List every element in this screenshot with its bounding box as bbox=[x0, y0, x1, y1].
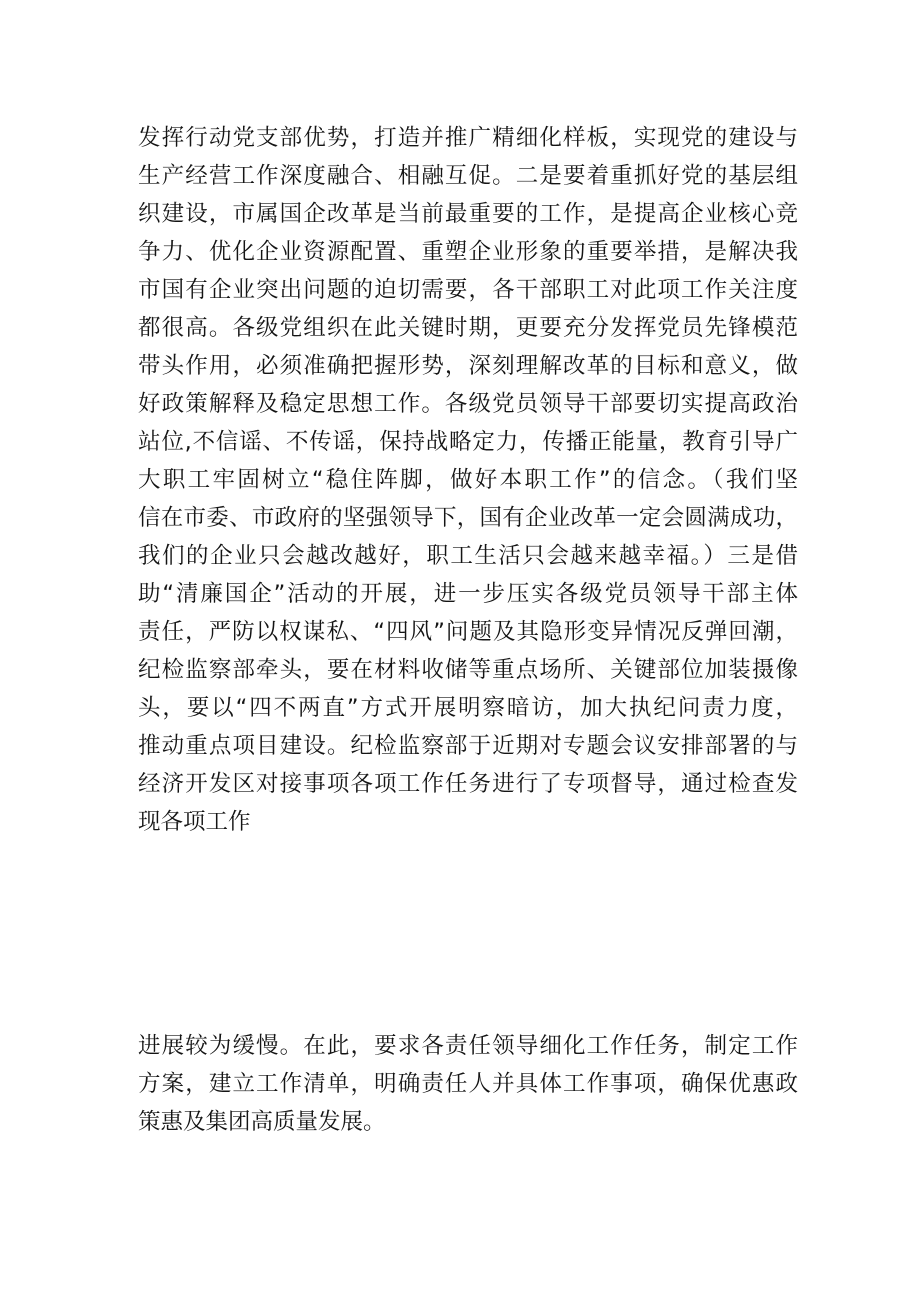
text-line: 争力、优化企业资源配置、重塑企业形象的重要举措，是解决我 bbox=[138, 239, 798, 265]
text-line: 方案，建立工作清单，明确责任人并具体工作事项，确保优惠政 bbox=[138, 1071, 798, 1097]
text-line: 大职工牢固树立“稳住阵脚，做好本职工作”的信念。（我们坚 bbox=[138, 467, 798, 493]
text-line: 经济开发区对接事项各项工作任务进行了专项督导，通过检查发 bbox=[138, 771, 798, 797]
text-line: 都很高。各级党组织在此关键时期，更要充分发挥党员先锋模范 bbox=[138, 315, 798, 341]
text-line: 织建设，市属国企改革是当前最重要的工作，是提高企业核心竞 bbox=[138, 201, 798, 227]
text-line: 责任，严防以权谋私、“四风”问题及其隐形变异情况反弹回潮， bbox=[138, 619, 798, 645]
text-line: 策惠及集团高质量发展。 bbox=[138, 1109, 386, 1135]
text-line: 现各项工作 bbox=[138, 809, 251, 835]
text-line: 进展较为缓慢。在此，要求各责任领导细化工作任务，制定工作 bbox=[138, 1033, 798, 1059]
text-line: 好政策解释及稳定思想工作。各级党员领导干部要切实提高政治 bbox=[138, 391, 798, 417]
text-line: 带头作用，必须准确把握形势，深刻理解改革的目标和意义，做 bbox=[138, 353, 798, 379]
text-line: 推动重点项目建设。纪检监察部于近期对专题会议安排部署的与 bbox=[138, 733, 798, 759]
text-line: 信在市委、市政府的坚强领导下，国有企业改革一定会圆满成功， bbox=[138, 505, 798, 531]
body-paragraph-1 bbox=[138, 119, 798, 841]
text-line: 我们的企业只会越改越好，职工生活只会越来越幸福。）三是借 bbox=[138, 543, 798, 569]
text-line: 站位,不信谣、不传谣，保持战略定力，传播正能量，教育引导广 bbox=[138, 429, 798, 455]
body-paragraph-2 bbox=[138, 1027, 798, 1141]
text-line: 助“清廉国企”活动的开展，进一步压实各级党员领导干部主体 bbox=[138, 581, 798, 607]
text-line: 发挥行动党支部优势，打造并推广精细化样板，实现党的建设与 bbox=[138, 125, 798, 151]
text-line: 纪检监察部牵头，要在材料收储等重点场所、关键部位加装摄像 bbox=[138, 657, 798, 683]
text-line: 头，要以“四不两直”方式开展明察暗访，加大执纪问责力度， bbox=[138, 695, 798, 721]
text-line: 生产经营工作深度融合、相融互促。二是要着重抓好党的基层组 bbox=[138, 163, 798, 189]
text-line: 市国有企业突出问题的迫切需要，各干部职工对此项工作关注度 bbox=[138, 277, 798, 303]
